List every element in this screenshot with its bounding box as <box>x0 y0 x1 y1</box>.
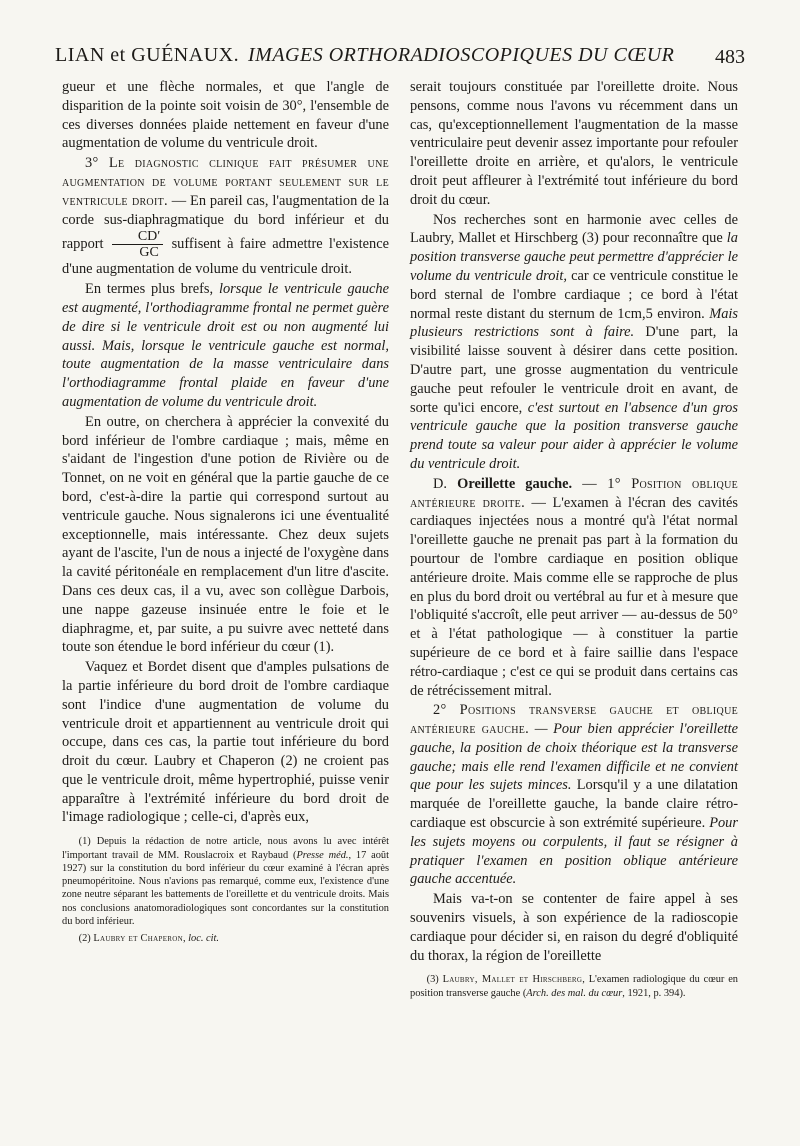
footnote <box>62 835 389 928</box>
text-run: , <box>182 933 189 945</box>
text-run: , 17 août 1927) sur la constitution du bord inférieur du cœur examiné à l'écran après pneumopéritoine. Nous n'avions pas remarqué, comme eux, l'existence d'une zone neutre séparant les battements de l'oreillette et du ventricule droits. Mais nos conclusions anatomoradiologiques sont concordantes sur la constitution du bord inférieur. <box>62 849 390 928</box>
ratio-fraction <box>112 229 164 260</box>
footnote <box>410 973 738 1000</box>
text-run: (2) <box>78 933 94 945</box>
italic-run: Mais plusieurs restrictions sont à faire. <box>410 305 738 341</box>
text-run: Lorsqu'il y a une dilatation marquée de l'oreillette gauche, la bande claire rétro-cardiaque est obscurcie à son extrémité supérieure. <box>410 777 738 832</box>
paragraph <box>62 280 389 412</box>
paragraph <box>410 211 738 474</box>
footnotes <box>410 973 738 1000</box>
right-column <box>410 78 738 1000</box>
paragraph <box>62 154 389 279</box>
text-run: — En pareil cas, l'augmentation de la corde sus-diaphragmatique du bord inférieur et du rapport <box>62 192 389 253</box>
text-run: (3) <box>426 974 443 986</box>
subsection-heading: 3° Le diagnostic clinique fait présumer une augmentation de volume portant seulement sur le ventricule droit. <box>62 155 389 209</box>
section-paragraph <box>410 475 738 701</box>
paragraph: Mais va-t-on se contenter de faire appel à ses souvenirs visuels, à son expérience de la radioscopie cardiaque pour décider si, en raison du degré d'obliquité du thorax, la région de l'oreillette <box>410 891 738 964</box>
running-header <box>55 44 745 74</box>
paragraph: serait toujours constituée par l'oreillette droite. Nous pensons, comme nous l'avons vu récemment dans un cas, qu'exceptionnellement l'augmentation de la masse ventriculaire peut devenir assez importante pour refouler l'oreillette droite en arrière, et qu'alors, le ventricule droit peut affleurer à l'extrémité tout inférieure du bord droit du cœur. <box>410 79 738 208</box>
italic-run: — Pour bien apprécier l'oreillette gauche, la position de choix théorique est la transverse gauche; mais elle rend l'examen difficile et ne convient que pour les sujets minces. <box>410 721 738 794</box>
text-run: , 1921, p. 394). <box>622 987 686 999</box>
fraction-numerator: CD′ <box>112 229 164 245</box>
text-run: Nos recherches sont en harmonie avec celles de Laubry, Mallet et Hirschberg (3) pour reconnaître que <box>410 211 738 247</box>
text-run: (1) Depuis la rédaction de notre article, nous avons lu avec intérêt l'important travail de MM. Rouslacroix et Raybaud ( <box>62 836 389 861</box>
subsection-heading: 2° Positions transverse gauche et oblique antérieure gauche. <box>410 702 738 738</box>
page-number: 483 <box>715 46 745 68</box>
author-names: Laubry et Chaperon <box>93 933 183 945</box>
paragraph: gueur et une flèche normales, et que l'angle de disparition de la pointe soit voisin de 30°, l'ensemble de ces diverses données plaide nettement en faveur d'une augmentation de volume du ventricule droit. <box>62 79 389 152</box>
section-title: Oreillette gauche. <box>457 475 573 492</box>
subsection-heading: — 1° Position oblique antérieure droite. <box>410 475 738 511</box>
footnotes <box>62 835 389 945</box>
italic-run: loc. cit. <box>188 933 220 945</box>
left-column <box>62 78 389 946</box>
text-run: D'une part, la visibilité laisse souvent à désirer dans cette position. D'autre part, une grosse augmentation du ventricule gauche peut refouler le ventricule droit en avant, de sorte qu'ici encore, <box>410 324 738 416</box>
italic-run: Arch. des mal. du cœur <box>526 987 623 999</box>
italic-run: c'est surtout en l'absence d'un gros ventricule gauche que la position transverse gauche prend toute sa valeur pour aider à apprécier le volume du ventricule droit. <box>410 399 738 472</box>
text-run: , L'examen radiologique du cœur en position transverse gauche ( <box>410 974 739 999</box>
italic-run: lorsque le ventricule gauche est augmenté, l'orthodiagramme frontal ne permet guère de dire si le ventricule droit est ou non augmenté lui aussi. Mais, lorsque le ventricule gauche est normal, toute augmentation de la masse ventriculaire dans l'orthodiagramme frontal plaide en faveur d'une augmentation de volume du ventricule droit. <box>62 281 389 410</box>
paragraph: Vaquez et Bordet disent que d'amples pulsations de la partie inférieure du bord droit de l'ombre cardiaque sont l'indice d'une augmentation de volume du ventricule droit et appartiennent au ventricule droit qui occupe, dans ces cas, la partie tout inférieure du bord droit du cœur. Laubry et Chaperon (2) ne croient pas que le ventricule droit, même hypertrophié, puisse venir apparaître à l'extrémité inférieure du bord droit de l'image radiologique ; celle-ci, d'après eux, <box>62 659 389 826</box>
italic-run: Pour les sujets moyens ou corpulents, il faut se résigner à pratiquer l'examen en position oblique antérieure gauche accentuée. <box>410 815 738 888</box>
paragraph <box>410 701 738 889</box>
text-run: — L'examen à l'écran des cavités cardiaques injectées nous a montré qu'à l'état normal l'oreillette gauche ne prenait pas part à la formation du pourtour de l'ombre cardiaque en position oblique antérieure droite. Mais comme elle se rapproche de plus en plus du bord droit ou vertébral au fur et à mesure que l'obliquité s'accroît, elle peut arriver — au-dessus de 50° et à l'état pathologique — à constituer la partie supérieure de ce bord et à faire saillie dans l'espace rétro-cardiaque ; c'est ce qui se produit dans certains cas de rétrécissement mitral. <box>410 494 738 699</box>
paragraph: En outre, on cherchera à apprécier la convexité du bord inférieur de l'ombre cardiaque ; mais, même en s'aidant de l'ingestion d'une potion de Rivière ou de Tonnet, on ne voit en général que la partie gauche de ce bord, c'est-à-dire la partie qui correspond surtout au ventricule gauche. Nous signalerons ici une éventualité exceptionnelle, mais intéressante. Chez deux sujets ayant de l'ascite, l'un de nous a injecté de l'oxygène dans la cavité péritonéale en remplacement d'un litre d'ascite. Dans ces deux cas, il a vu, avec son collègue Darbois, une nappe gazeuse insinuée entre le foie et le diaphragme, et, par suite, a pu suivre avec netteté dans toute son étendue le bord inférieur du cœur (1). <box>62 413 389 656</box>
text-run: suffisent à faire admettre l'existence d'une augmentation de volume du ventricule droit. <box>62 236 389 278</box>
author-names: Laubry, Mallet et Hirschberg <box>442 974 583 986</box>
section-letter: D. <box>433 475 448 492</box>
header-title: IMAGES ORTHORADIOSCOPIQUES DU CŒUR <box>248 44 675 66</box>
fraction-denominator: GC <box>139 245 159 261</box>
italic-run: la position transverse gauche peut permettre d'apprécier le volume du ventricule droit, <box>410 230 738 284</box>
italic-run: Presse méd. <box>296 849 349 861</box>
footnote <box>62 932 389 945</box>
text-run: En termes plus brefs, <box>85 281 214 298</box>
text-run: car ce ventricule constitue le bord sternal de l'ombre cardiaque ; ce bord à l'état normal reste distant du sternum de 1cm,5 environ. <box>410 267 738 322</box>
header-authors: LIAN et GUÉNAUX. <box>55 44 240 66</box>
